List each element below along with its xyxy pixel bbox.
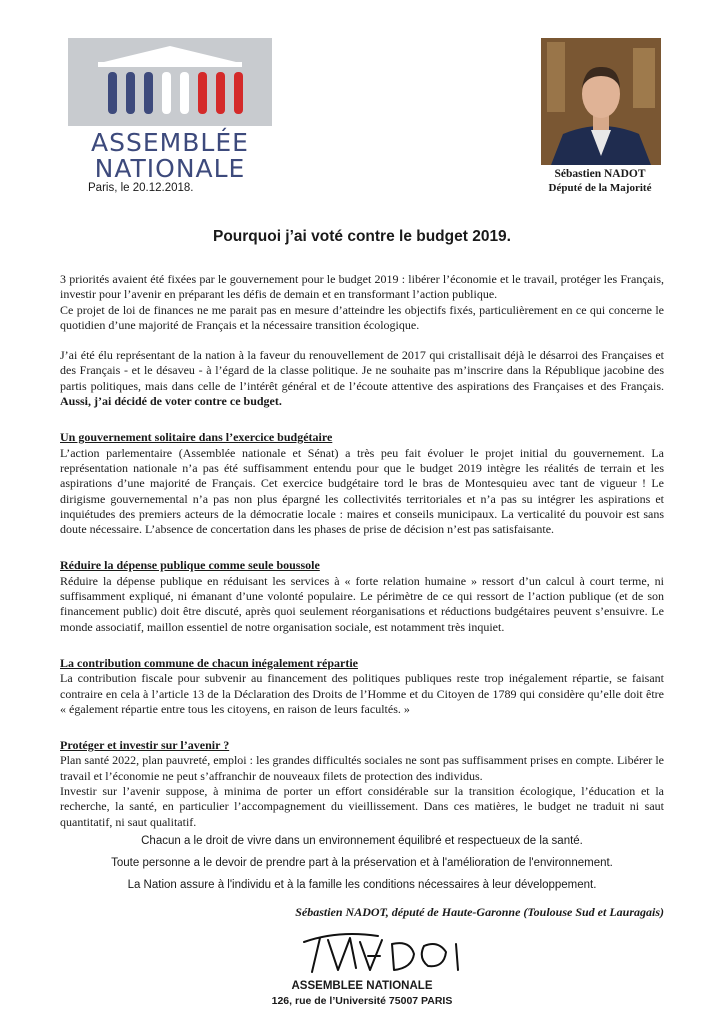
- section-text: Investir sur l’avenir suppose, à minima de porter un effort considérable sur la transition écologique, l’éducation et la recherche, la santé, en particulier l’accompagnement du vieillissement. Dans ces matières, le budget ne traduit ni saut quantitatif, ni saut qualitatif.: [60, 784, 664, 829]
- deputy-name: Sébastien NADOT: [554, 168, 646, 180]
- footer-address: 126, rue de l’Université 75007 PARIS: [271, 995, 453, 1007]
- charter-line: La Nation assure à l'individu et à la famille les conditions nécessaires à leur développement.: [127, 879, 597, 891]
- environment-charter-quote: [40, 830, 684, 896]
- portrait-image: [541, 38, 661, 165]
- intro-conclusion: Aussi, j’ai décidé de voter contre ce budget.: [60, 394, 282, 409]
- signature-line: Sébastien NADOT, député de Haute-Garonne (Toulouse Sud et Lauragais): [295, 905, 664, 919]
- signature-scribble-icon: [298, 922, 468, 978]
- assemblee-nationale-logo: [68, 38, 272, 183]
- section-heading: Un gouvernement solitaire dans l’exercice budgétaire: [60, 430, 333, 445]
- section-text: L’action parlementaire (Assemblée nationale et Sénat) a très peu fait évoluer le projet initial du gouvernement. La représentation nationale n’a pas été suffisamment entendu pour que le budget 2019 intègre les réalités de terrain et les aspirations d’une majorité de Français. Cet exercice budgétaire tord le bras de Montesquieu avec tant de vigueur ! Le dirigisme gouvernemental n’a pas non plus épargné les collectivités territoriales et n’a pas su intégrer les aspirations et inquiétudes des premiers acteurs de la démocratie locale : maires et conseils municipaux. La verticalité du pouvoir est sans doute nécessaire. L’absence de concertation dans les phases de prise de décision n’est pas satisfaisante.: [60, 445, 664, 537]
- section-heading: Réduire la dépense publique comme seule boussole: [60, 558, 320, 573]
- section-text: Plan santé 2022, plan pauvreté, emploi : les grandes difficultés sociales ne sont pas suffisamment prises en compte. Libérer le travail et l’économie ne peut s’affranchir de nouveaux filets de protection des individus.: [60, 753, 664, 783]
- intro-paragraph: Ce projet de loi de finances ne me parait pas en mesure d’atteindre les objectifs fixés, particulièrement en ce qui concerne le quotidien d’une majorité de Français et la nécessaire transition écologique.: [60, 302, 664, 332]
- logo-word-assemblee: ASSEMBLÉE: [91, 128, 249, 157]
- footer-organization: ASSEMBLEE NATIONALE: [291, 980, 433, 992]
- hemicycle-columns-icon: [68, 38, 272, 126]
- deputy-portrait: [541, 38, 661, 165]
- logo-word-nationale: NATIONALE: [94, 154, 246, 183]
- section-heading: Protéger et investir sur l’avenir ?: [60, 738, 230, 753]
- section-text: Réduire la dépense publique en réduisant les services à « forte relation humaine » ressort d’un calcul à court terme, ni suffisamment expliqué, ni émanant d’une volonté populaire. Le périmètre de ce qui ressort de l’action publique (et de son financement public) doit être discuté, après quoi seulement réorganisations et réductions budgétaires peuvent s’ensuivre. Le monde associatif, maillon essentiel de notre organisation sociale, est notamment très inquiet.: [60, 573, 664, 634]
- handwritten-signature: [298, 922, 468, 983]
- intro-paragraph: 3 priorités avaient été fixées par le gouvernement pour le budget 2019 : libérer l’économie et le travail, protéger les Français, investir pour l’avenir en préparant les défis de demain et en transformant l’action publique.: [60, 272, 664, 302]
- section-heading: La contribution commune de chacun inégalement répartie: [60, 655, 358, 670]
- intro-paragraph: [60, 348, 664, 409]
- deputy-role: Député de la Majorité: [548, 182, 652, 194]
- charter-line: Chacun a le droit de vivre dans un environnement équilibré et respectueux de la santé.: [141, 835, 583, 847]
- document-title: Pourquoi j’ai voté contre le budget 2019.: [212, 228, 511, 245]
- charter-line: Toute personne a le devoir de prendre part à la préservation et à l'amélioration de l'environnement.: [111, 857, 613, 869]
- dateline: Paris, le 20.12.2018.: [88, 182, 194, 194]
- section-text: La contribution fiscale pour subvenir au financement des politiques publiques reste trop inégalement répartie, se faisant contraire en cela à l’article 13 de la Déclaration des Droits de l’Homme et du Citoyen de 1789 qui considère qu’elle doit être « également répartie entre tous les citoyens, en raison de leurs facultés. »: [60, 671, 664, 716]
- document-body: [60, 272, 664, 830]
- intro-text: J’ai été élu représentant de la nation à la faveur du renouvellement de 2017 qui cristallisait déjà le désarroi des Françaises et des Français - et le désaveu - à l’égard de la classe politique. Je ne souhaite pas m’inscrire dans la République jacobine des partis politiques, mais dans celle de l’intérêt général et de l’écoute attentive des aspirations des Françaises et des Français.: [60, 348, 664, 393]
